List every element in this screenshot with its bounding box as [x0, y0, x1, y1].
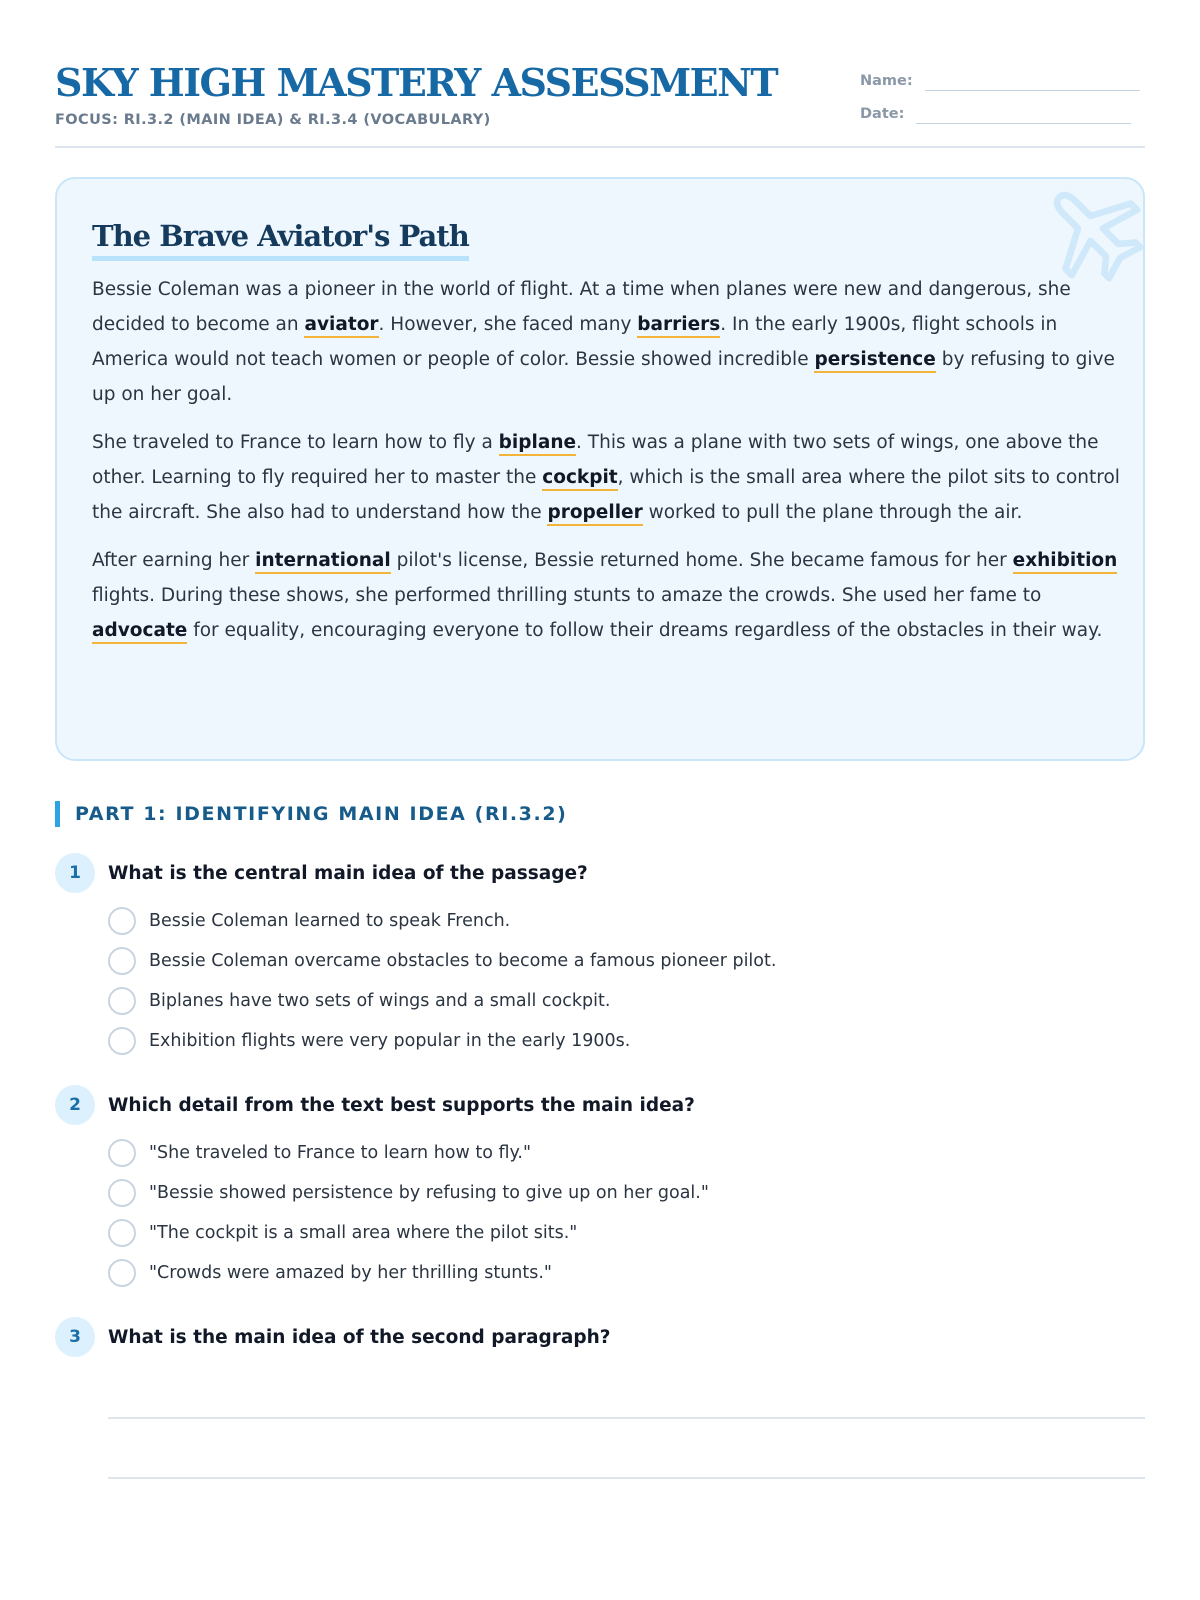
- vocab-word: cockpit: [542, 467, 617, 491]
- radio-button[interactable]: [108, 1259, 136, 1287]
- answer-option[interactable]: [108, 1021, 1145, 1061]
- radio-button[interactable]: [108, 1139, 136, 1167]
- passage-paragraph: [92, 425, 1122, 530]
- radio-button[interactable]: [108, 947, 136, 975]
- airplane-icon: [1037, 177, 1145, 285]
- part1-title: PART 1: IDENTIFYING MAIN IDEA (RI.3.2): [75, 803, 568, 825]
- question-text: What is the central main idea of the passage?: [108, 862, 588, 884]
- passage-text: . In the early 1900s, flight schools in America would not teach women or people of color. Bessie showed incredible: [92, 314, 1058, 370]
- question-number-badge: 2: [55, 1085, 95, 1125]
- question-number-badge: 3: [55, 1317, 95, 1357]
- passage-text: flights. During these shows, she performed thrilling stunts to amaze the crowds. She used her fame to: [92, 585, 1042, 606]
- answer-option[interactable]: [108, 1133, 1145, 1173]
- passage-text: After earning her: [92, 550, 256, 571]
- question-3: [55, 1317, 1145, 1357]
- radio-button[interactable]: [108, 1027, 136, 1055]
- option-label: "Bessie showed persistence by refusing to give up on her goal.": [149, 1183, 709, 1203]
- question-text: Which detail from the text best supports the main idea?: [108, 1094, 695, 1116]
- page-subtitle: FOCUS: RI.3.2 (MAIN IDEA) & RI.3.4 (VOCABULARY): [55, 112, 491, 128]
- date-field-row: [860, 91, 1145, 124]
- vocab-word: persistence: [814, 349, 935, 373]
- question-2: [55, 1085, 1145, 1293]
- vocab-word: exhibition: [1013, 550, 1118, 574]
- passage-paragraph: [92, 272, 1122, 412]
- name-field[interactable]: [925, 69, 1140, 91]
- answer-option[interactable]: [108, 901, 1145, 941]
- radio-button[interactable]: [108, 987, 136, 1015]
- student-info-fields: [860, 58, 1145, 124]
- passage-text: for equality, encouraging everyone to follow their dreams regardless of the obstacles in their way.: [187, 620, 1103, 641]
- vocab-word: barriers: [637, 314, 720, 338]
- vocab-word: advocate: [92, 620, 187, 644]
- vocab-word: aviator: [304, 314, 378, 338]
- radio-button[interactable]: [108, 907, 136, 935]
- vocab-word: international: [255, 550, 391, 574]
- passage-text: Bessie Coleman was a pioneer in the world of flight. At a time when planes were new and dangerous, she decided to become an: [92, 279, 1071, 335]
- answer-writing-line[interactable]: [108, 1477, 1145, 1479]
- option-label: Biplanes have two sets of wings and a small cockpit.: [149, 991, 611, 1011]
- option-label: Exhibition flights were very popular in the early 1900s.: [149, 1031, 631, 1051]
- passage-title: The Brave Aviator's Path: [92, 217, 469, 261]
- date-field[interactable]: [916, 102, 1131, 124]
- option-label: "She traveled to France to learn how to fly.": [149, 1143, 531, 1163]
- question-header: [55, 1085, 1145, 1125]
- question-text: What is the main idea of the second paragraph?: [108, 1326, 611, 1348]
- question-number-badge: 1: [55, 853, 95, 893]
- answer-option[interactable]: [108, 1253, 1145, 1293]
- passage-text: She traveled to France to learn how to fly a: [92, 432, 499, 453]
- answer-writing-line[interactable]: [108, 1417, 1145, 1419]
- part1-header: [55, 801, 567, 827]
- option-label: "The cockpit is a small area where the pilot sits.": [149, 1223, 578, 1243]
- vocab-word: biplane: [499, 432, 576, 456]
- name-label: Name:: [860, 73, 913, 89]
- worksheet-header: [55, 58, 1145, 148]
- option-label: "Crowds were amazed by her thrilling stunts.": [149, 1263, 552, 1283]
- answer-options: [108, 901, 1145, 1061]
- option-label: Bessie Coleman learned to speak French.: [149, 911, 511, 931]
- passage-text: . This was a plane with two sets of wings, one above the other. Learning to fly required her to master the: [92, 432, 1099, 488]
- question-header: [55, 853, 1145, 893]
- part1-accent-bar: [55, 801, 60, 827]
- question-header: [55, 1317, 1145, 1357]
- passage-body: [92, 272, 1122, 661]
- option-label: Bessie Coleman overcame obstacles to become a famous pioneer pilot.: [149, 951, 777, 971]
- passage-text: . However, she faced many: [378, 314, 638, 335]
- page-title: SKY HIGH MASTERY ASSESSMENT: [55, 60, 778, 105]
- answer-option[interactable]: [108, 1173, 1145, 1213]
- passage-paragraph: [92, 543, 1122, 648]
- answer-option[interactable]: [108, 981, 1145, 1021]
- vocab-word: propeller: [547, 502, 642, 526]
- radio-button[interactable]: [108, 1179, 136, 1207]
- answer-options: [108, 1133, 1145, 1293]
- name-field-row: [860, 58, 1145, 91]
- date-label: Date:: [860, 106, 905, 122]
- passage-text: worked to pull the plane through the air.: [642, 502, 1023, 523]
- answer-option[interactable]: [108, 1213, 1145, 1253]
- reading-passage-card: [55, 177, 1145, 761]
- passage-text: by refusing to give up on her goal.: [92, 349, 1115, 405]
- passage-text: , which is the small area where the pilot sits to control the aircraft. She also had to understand how the: [92, 467, 1120, 523]
- answer-option[interactable]: [108, 941, 1145, 981]
- passage-text: pilot's license, Bessie returned home. She became famous for her: [390, 550, 1013, 571]
- radio-button[interactable]: [108, 1219, 136, 1247]
- header-divider: [55, 146, 1145, 148]
- question-1: [55, 853, 1145, 1061]
